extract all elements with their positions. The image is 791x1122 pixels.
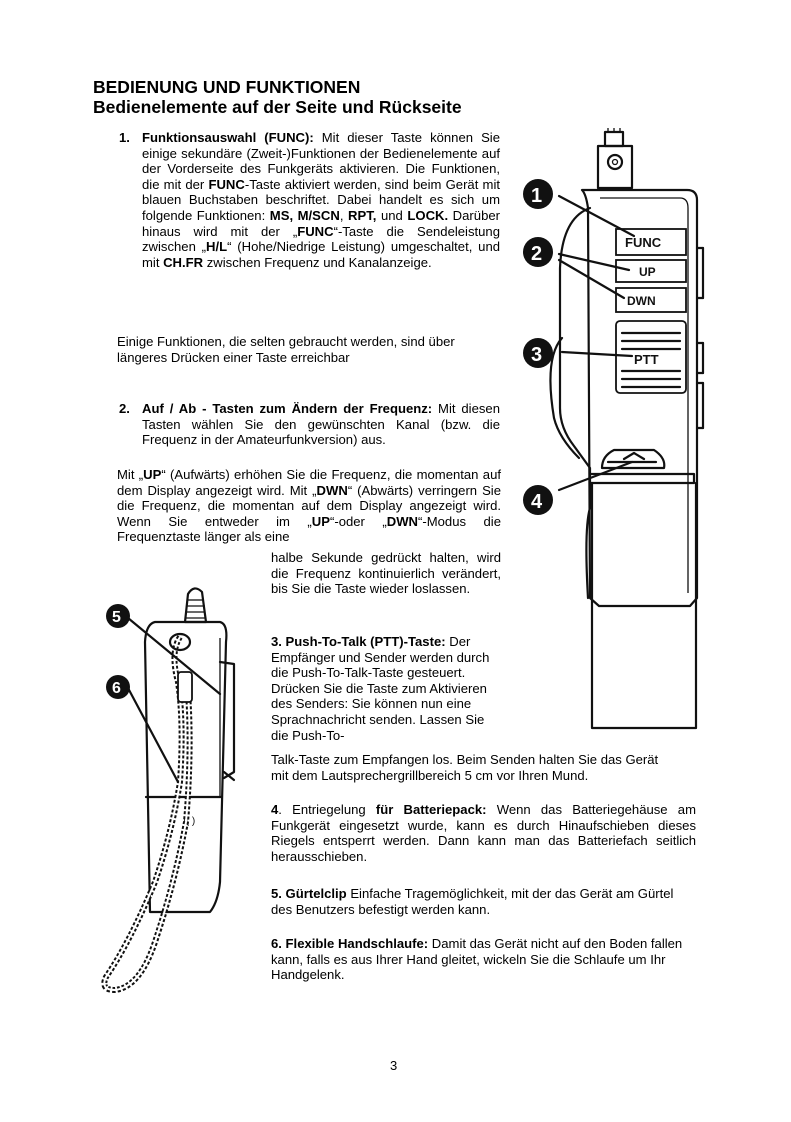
item-2-text: Mit diesen Tasten wählen Sie den gewünschten Kanal (bzw. die Frequenz in der Amateurfunkversion) aus. xyxy=(142,401,500,448)
strap-clamp xyxy=(178,672,192,702)
item-1-text: und xyxy=(376,207,408,223)
callout-4-label: 4 xyxy=(531,491,543,513)
item-4-number: 4 xyxy=(271,802,279,817)
item-6-label: 6. Flexible Handschlaufe: xyxy=(271,936,429,951)
item-1-text: “ (Hohe/Niedrige Leistung) umgeschaltet, und mit xyxy=(142,239,501,270)
updown-paragraph xyxy=(117,467,501,545)
item-4-label: für Batteriepack: xyxy=(375,802,487,817)
func-key-ref: FUNC xyxy=(297,223,334,239)
antenna-stub xyxy=(185,588,206,622)
callout-1-label: 1 xyxy=(531,185,543,207)
item-2-number: 2. xyxy=(119,401,130,416)
item-6-text: Damit das Gerät nicht auf den Boden fallen kann, falls es aus Ihrer Hand gleitet, wickeln Sie die Schlaufe um Ihr Handgelenk. xyxy=(271,936,683,983)
page-title: BEDIENUNG UND FUNKTIONEN xyxy=(93,77,361,97)
dwn-button-label: DWN xyxy=(627,294,656,308)
rpt-key-ref: RPT, xyxy=(348,207,377,223)
item-3-paragraph xyxy=(271,634,497,743)
antenna-connector xyxy=(605,132,623,146)
item-4-text: . Entriegelung xyxy=(278,802,376,817)
page-subtitle: Bedienelemente auf der Seite und Rückseite xyxy=(93,97,462,117)
item-3-text: Der Empfänger und Sender werden durch die Push-To-Talk-Taste gesteuert. Drücken Sie die Taste zum Aktivieren des Senders: Sie können nun eine Sprachnachricht senden. Lassen Sie die Push-To- xyxy=(271,634,490,743)
item-1-text: , xyxy=(339,207,349,223)
item-1-text: Darüber hinaus wird mit der „ xyxy=(142,207,500,239)
chfr-key-ref: CH.FR xyxy=(163,254,204,270)
dwn-key-ref: DWN xyxy=(386,513,419,529)
item-1-text: Mit dieser Taste können Sie einige sekundäre (Zweit-)Funktionen der Bedienelemente auf der Vorderseite des Funkgeräts aktivieren. Die Funktionen, die mit der xyxy=(142,130,500,192)
updown-text: “-Modus die Frequenztaste länger als eine xyxy=(117,513,501,545)
item-1-label: Funktionsauswahl (FUNC): xyxy=(142,130,314,145)
up-key-ref: UP xyxy=(143,467,162,482)
item-1-text: zwischen Frequenz und Kanalanzeige. xyxy=(203,254,432,270)
item-2-label: Auf / Ab - Tasten zum Ändern der Frequenz: xyxy=(142,401,433,416)
belt-clip xyxy=(560,208,590,598)
item-5-paragraph xyxy=(271,886,696,917)
item-1-number: 1. xyxy=(119,130,130,145)
item-2-paragraph xyxy=(142,401,500,448)
svg-text:I( ): I( ) xyxy=(183,816,196,827)
item-5-label: 5. Gürtelclip xyxy=(271,886,347,901)
callout-5-label: 5 xyxy=(112,609,121,626)
updown-continuation: halbe Sekunde gedrückt halten, wird die Frequenz kontinuierlich verändert, bis Sie die Taste wieder loslassen. xyxy=(271,550,501,597)
item-1-text: -Taste aktiviert werden, sind beim Gerät mit blauen Buchstaben beschriftet. Dabei handelt es sich um folgende Funktionen: xyxy=(142,176,501,223)
radio-strap-figure xyxy=(100,582,250,1000)
dwn-key-ref: DWN xyxy=(316,482,348,498)
updown-text: “-oder „ xyxy=(329,513,387,529)
ms-mscn-key-ref: MS, M/SCN xyxy=(269,207,340,223)
item-4-paragraph xyxy=(271,802,696,864)
callout-2-label: 2 xyxy=(531,243,543,265)
up-key-ref: UP xyxy=(311,513,330,529)
antenna-base xyxy=(598,146,632,188)
item-5-text: Einfache Tragemöglichkeit, mit der das Gerät am Gürtel des Benutzers befestigt werden kann. xyxy=(271,886,674,917)
long-press-note: Einige Funktionen, die selten gebraucht werden, sind über längeres Drücken einer Taste erreichbar xyxy=(117,334,455,365)
item-6-paragraph xyxy=(271,936,696,983)
item-1-text: “-Taste die Sendeleistung zwischen „ xyxy=(142,223,500,255)
hl-key-ref: H/L xyxy=(206,239,228,255)
ptt-button-label: PTT xyxy=(634,352,659,367)
lock-key-ref: LOCK. xyxy=(407,207,449,223)
item-4-text: Wenn das Batteriegehäuse am Funkgerät eingesetzt wurde, kann es durch Hinaufschieben dieses Riegels entsperrt werden. Dann kann man das Batteriefach seitlich herausschieben. xyxy=(271,802,696,864)
callout-6-label: 6 xyxy=(112,680,121,697)
updown-text: “ (Aufwärts) erhöhen Sie die Frequenz, die momentan auf dem Display angezeigt wird. Mit „ xyxy=(117,467,501,498)
callout-3-label: 3 xyxy=(531,344,543,366)
item-3-label: 3. Push-To-Talk (PTT)-Taste: xyxy=(271,634,446,649)
updown-text: “ (Abwärts) verringern Sie die Frequenz, die momentan auf dem Display angezeigt wird. Wenn Sie entweder im „ xyxy=(117,482,501,529)
func-key-ref: FUNC xyxy=(208,176,245,192)
item-3-continuation: Talk-Taste zum Empfangen los. Beim Senden halten Sie das Gerät mit dem Lautsprechergrillbereich 5 cm vor Ihren Mund. xyxy=(271,752,659,783)
updown-text: Mit „ xyxy=(117,467,144,482)
up-button-label: UP xyxy=(639,265,656,279)
radio-side-view-figure xyxy=(504,128,722,740)
page-number: 3 xyxy=(390,1058,398,1073)
item-1-paragraph xyxy=(142,130,500,270)
func-button-label: FUNC xyxy=(625,235,662,250)
